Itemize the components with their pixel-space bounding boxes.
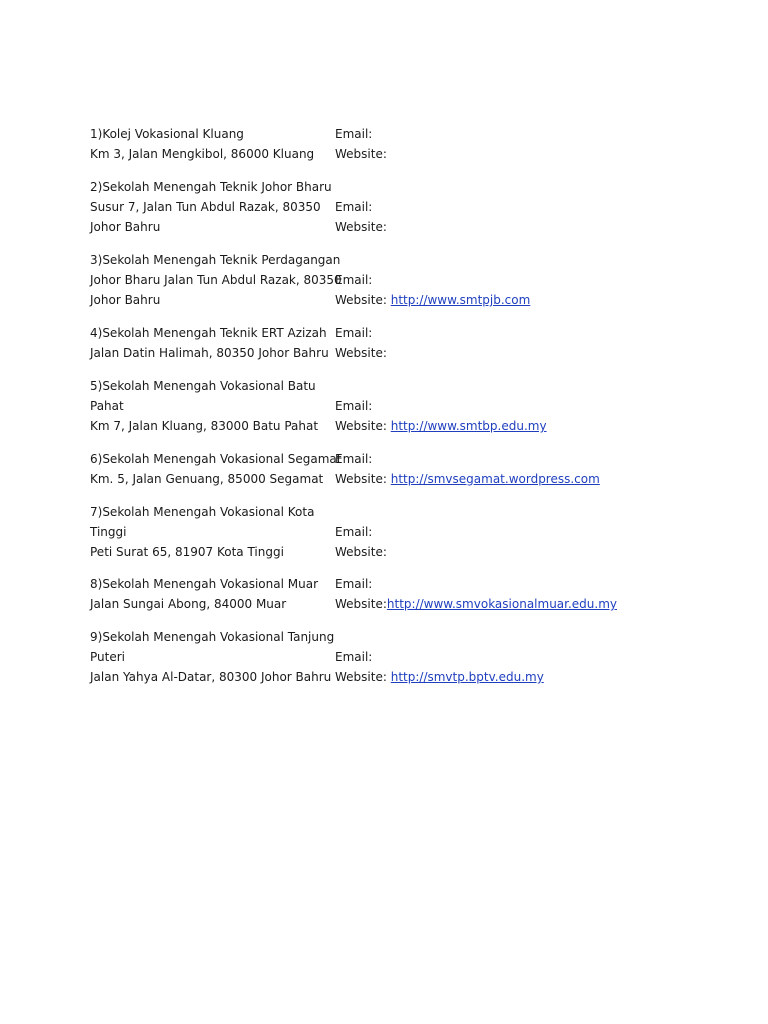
school-address-line: Susur 7, Jalan Tun Abdul Razak, 80350 [90, 200, 321, 214]
school-name: 5)Sekolah Menengah Vokasional Batu [90, 379, 316, 393]
school-address-line: Km 7, Jalan Kluang, 83000 Batu Pahat [90, 419, 319, 433]
email-label: Email: [335, 399, 373, 413]
school-address-block [90, 574, 330, 614]
email-label: Email: [335, 200, 373, 214]
website-link[interactable]: http://www.smtpjb.com [390, 293, 531, 307]
school-address-line: Jalan Yahya Al-Datar, 80300 Johor Bahru [90, 670, 332, 684]
email-label: Email: [335, 452, 373, 466]
school-address-block [90, 449, 342, 489]
website-row [335, 144, 665, 164]
website-label: Website: [335, 293, 387, 307]
school-name: 1)Kolej Vokasional Kluang [90, 127, 244, 141]
website-link[interactable]: http://smvtp.bptv.edu.my [390, 670, 544, 684]
school-name: 8)Sekolah Menengah Vokasional Muar [90, 577, 318, 591]
school-address-line: Jalan Sungai Abong, 84000 Muar [90, 597, 287, 611]
school-contact-block [335, 449, 665, 489]
school-address-line: Km. 5, Jalan Genuang, 85000 Segamat [90, 472, 324, 486]
website-row [335, 416, 665, 436]
school-contact-block [335, 197, 665, 237]
school-contact-block [335, 124, 665, 164]
school-address-line: Puteri [90, 650, 125, 664]
website-label: Website: [335, 472, 387, 486]
website-row [335, 290, 665, 310]
website-link[interactable]: http://smvsegamat.wordpress.com [390, 472, 600, 486]
school-contact-block [335, 323, 665, 363]
school-address-line: Km 3, Jalan Mengkibol, 86000 Kluang [90, 147, 315, 161]
website-label: Website: [335, 670, 387, 684]
email-label: Email: [335, 577, 373, 591]
school-name: 3)Sekolah Menengah Teknik Perdagangan [90, 253, 341, 267]
website-row [335, 469, 665, 489]
school-address-line: Tinggi [90, 525, 127, 539]
school-name: 7)Sekolah Menengah Vokasional Kota [90, 505, 315, 519]
school-name: 2)Sekolah Menengah Teknik Johor Bharu [90, 180, 332, 194]
school-address-block [90, 502, 330, 562]
email-label: Email: [335, 127, 373, 141]
school-address-line: Peti Surat 65, 81907 Kota Tinggi [90, 545, 284, 559]
website-label: Website: [335, 220, 387, 234]
website-row [335, 667, 665, 687]
email-label: Email: [335, 273, 373, 287]
website-link[interactable]: http://www.smtbp.edu.my [390, 419, 547, 433]
website-label: Website: [335, 597, 387, 611]
email-label: Email: [335, 326, 373, 340]
school-address-line: Johor Bahru [90, 293, 161, 307]
school-contact-block [335, 270, 665, 310]
school-address-block [90, 376, 330, 436]
school-contact-block [335, 647, 665, 687]
email-label: Email: [335, 650, 373, 664]
school-contact-block [335, 574, 665, 614]
school-name: 4)Sekolah Menengah Teknik ERT Azizah [90, 326, 327, 340]
school-address-line: Johor Bharu Jalan Tun Abdul Razak, 80350 [90, 273, 342, 287]
website-label: Website: [335, 346, 387, 360]
school-address-line: Pahat [90, 399, 124, 413]
website-row [335, 594, 665, 614]
school-address-block [90, 177, 330, 237]
website-label: Website: [335, 545, 387, 559]
website-label: Website: [335, 147, 387, 161]
school-address-block [90, 124, 330, 164]
school-name: 9)Sekolah Menengah Vokasional Tanjung [90, 630, 335, 644]
email-label: Email: [335, 525, 373, 539]
school-address-line: Johor Bahru [90, 220, 161, 234]
website-row [335, 343, 665, 363]
school-name: 6)Sekolah Menengah Vokasional Segamat [90, 452, 342, 466]
school-address-block [90, 323, 330, 363]
school-address-block [90, 627, 335, 687]
website-row [335, 217, 665, 237]
website-label: Website: [335, 419, 387, 433]
school-address-block [90, 250, 342, 310]
school-address-line: Jalan Datin Halimah, 80350 Johor Bahru [90, 346, 329, 360]
school-contact-block [335, 522, 665, 562]
school-contact-block [335, 396, 665, 436]
website-link[interactable]: http://www.smvokasionalmuar.edu.my [386, 597, 618, 611]
website-row [335, 542, 665, 562]
